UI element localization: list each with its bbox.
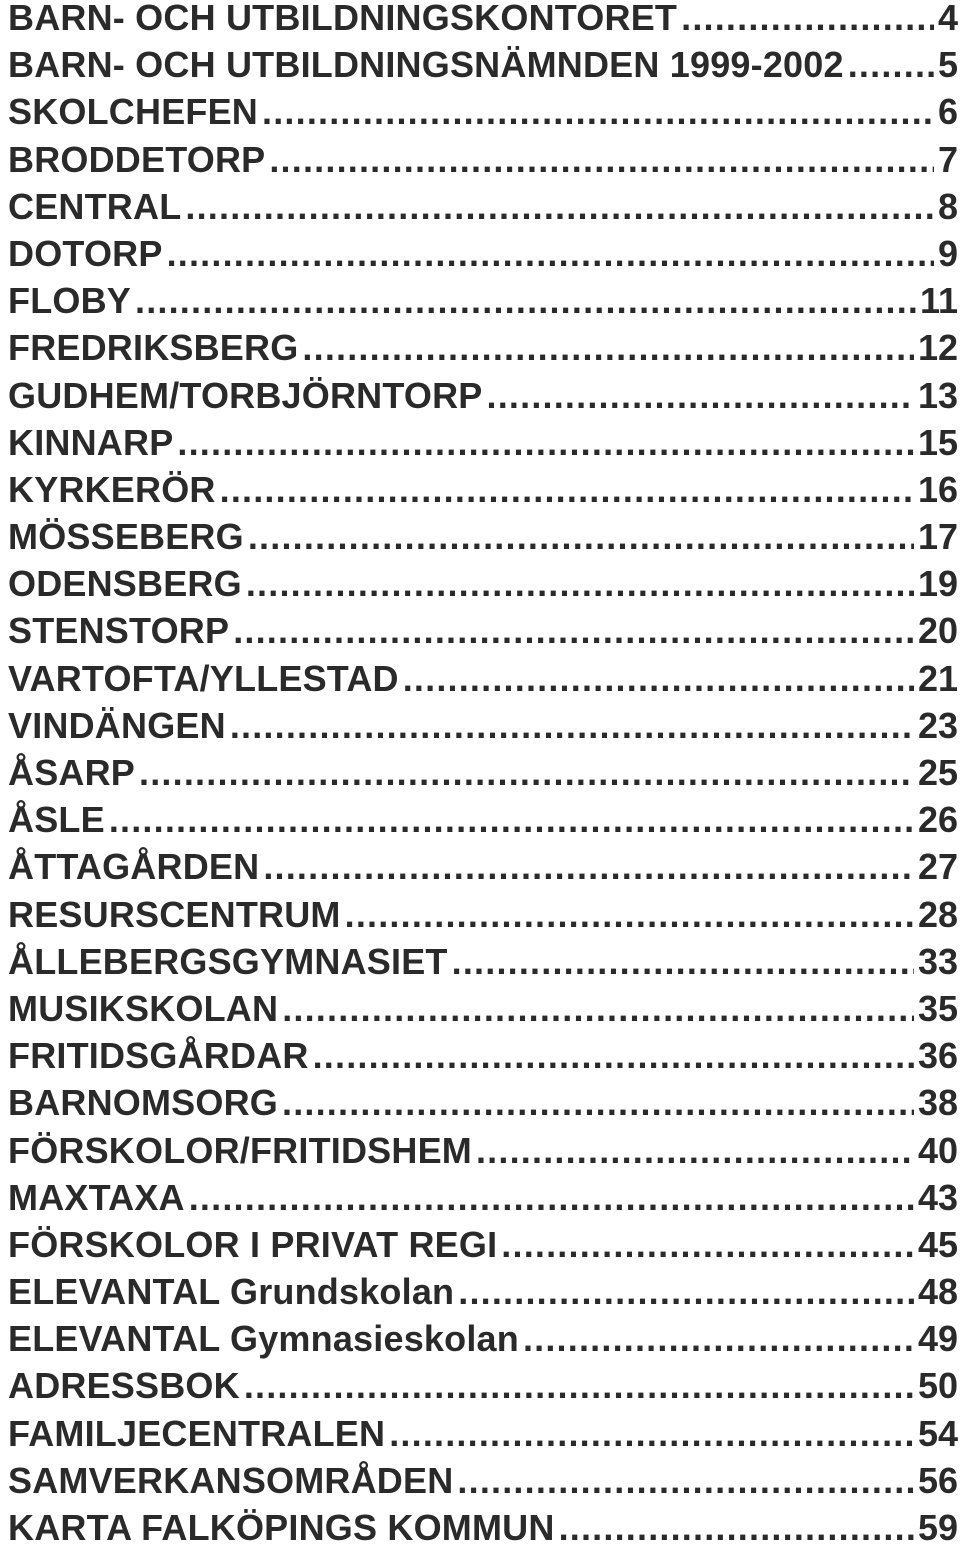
toc-entry-title: DOTORP xyxy=(8,232,163,274)
toc-entry[interactable] xyxy=(8,1410,960,1457)
toc-entry-title: BRODDETORP xyxy=(8,138,266,180)
toc-entry-page-number: 7 xyxy=(937,138,958,180)
toc-entry[interactable] xyxy=(8,136,960,183)
toc-entry[interactable] xyxy=(8,938,960,985)
toc-entry-page-number: 56 xyxy=(917,1459,958,1501)
toc-entry-page-number: 43 xyxy=(917,1176,958,1218)
toc-dot-leader xyxy=(263,843,914,890)
toc-dot-leader xyxy=(345,891,914,938)
toc-entry[interactable] xyxy=(8,1174,960,1221)
toc-entry-title: KINNARP xyxy=(8,421,174,463)
toc-dot-leader xyxy=(135,277,916,324)
toc-entry-page-number: 15 xyxy=(917,421,958,463)
toc-entry-title: ÅLLEBERGSGYMNASIET xyxy=(8,940,448,982)
toc-entry-page-number: 45 xyxy=(917,1223,958,1265)
toc-entry[interactable] xyxy=(8,466,960,513)
toc-entry-title: SAMVERKANSOMRÅDEN xyxy=(8,1459,454,1501)
toc-entry-title: STENSTORP xyxy=(8,610,230,652)
toc-entry-title: MÖSSEBERG xyxy=(8,516,244,558)
toc-dot-leader xyxy=(559,1504,914,1551)
toc-entry-page-number: 54 xyxy=(917,1412,958,1454)
toc-entry-title: ÅSARP xyxy=(8,752,136,793)
toc-entry-title: ÅTTAGÅRDEN xyxy=(8,846,260,888)
toc-dot-leader xyxy=(523,1315,914,1362)
toc-entry-title: KYRKERÖR xyxy=(8,468,216,510)
toc-entry-title: ELEVANTAL Grundskolan xyxy=(8,1271,455,1313)
toc-entry[interactable] xyxy=(8,183,960,230)
toc-entry-title: ELEVANTAL Gymnasieskolan xyxy=(8,1318,519,1360)
toc-entry[interactable] xyxy=(8,655,960,702)
toc-entry[interactable] xyxy=(8,419,960,466)
toc-entry[interactable] xyxy=(8,372,960,419)
toc-dot-leader xyxy=(139,749,914,796)
toc-entry-title: FÖRSKOLOR/FRITIDSHEM xyxy=(8,1129,472,1171)
table-of-contents xyxy=(8,0,960,1551)
toc-entry[interactable] xyxy=(8,230,960,277)
toc-dot-leader xyxy=(681,0,934,41)
toc-entry-page-number: 59 xyxy=(917,1507,958,1548)
toc-entry-page-number: 12 xyxy=(917,327,958,369)
toc-entry-page-number: 5 xyxy=(937,44,958,86)
toc-entry-title: MUSIKSKOLAN xyxy=(8,987,279,1029)
toc-entry[interactable] xyxy=(8,41,960,88)
toc-entry[interactable] xyxy=(8,1032,960,1079)
toc-entry-title: FAMILJECENTRALEN xyxy=(8,1412,386,1454)
toc-dot-leader xyxy=(109,796,914,843)
toc-entry-title: ADRESSBOK xyxy=(8,1365,240,1407)
toc-dot-leader xyxy=(501,1221,914,1268)
toc-entry-title: FLOBY xyxy=(8,280,131,322)
toc-dot-leader xyxy=(233,607,914,654)
toc-entry-title: SKOLCHEFEN xyxy=(8,91,259,133)
toc-entry-title: VARTOFTA/YLLESTAD xyxy=(8,657,399,699)
toc-entry-title: ÅSLE xyxy=(8,799,105,841)
toc-dot-leader xyxy=(220,466,914,513)
toc-entry-page-number: 48 xyxy=(917,1271,958,1313)
toc-entry-page-number: 16 xyxy=(917,468,958,510)
toc-entry[interactable] xyxy=(8,1362,960,1409)
toc-entry-title: VINDÄNGEN xyxy=(8,704,226,746)
toc-entry[interactable] xyxy=(8,277,960,324)
toc-entry-page-number: 28 xyxy=(917,893,958,935)
toc-entry-page-number: 4 xyxy=(937,0,958,38)
toc-dot-leader xyxy=(244,1362,914,1409)
toc-entry[interactable] xyxy=(8,1079,960,1126)
toc-entry[interactable] xyxy=(8,1268,960,1315)
toc-dot-leader xyxy=(313,1032,914,1079)
toc-entry-page-number: 35 xyxy=(917,987,958,1029)
toc-entry-title: GUDHEM/TORBJÖRNTORP xyxy=(8,374,483,416)
toc-dot-leader xyxy=(458,1268,914,1315)
toc-entry[interactable] xyxy=(8,1127,960,1174)
toc-entry[interactable] xyxy=(8,88,960,135)
toc-dot-leader xyxy=(269,136,934,183)
toc-entry-page-number: 27 xyxy=(917,846,958,888)
toc-dot-leader xyxy=(848,41,934,88)
toc-entry-page-number: 40 xyxy=(917,1129,958,1171)
toc-entry[interactable] xyxy=(8,985,960,1032)
toc-entry-title: BARNOMSORG xyxy=(8,1082,278,1124)
toc-entry-title: RESURSCENTRUM xyxy=(8,893,341,935)
toc-entry[interactable] xyxy=(8,560,960,607)
toc-entry-page-number: 6 xyxy=(937,91,958,133)
toc-entry[interactable] xyxy=(8,1315,960,1362)
toc-dot-leader xyxy=(403,655,914,702)
toc-dot-leader xyxy=(189,1174,914,1221)
toc-entry-page-number: 25 xyxy=(917,752,958,793)
toc-dot-leader xyxy=(262,88,934,135)
toc-entry-title: CENTRAL xyxy=(8,185,182,227)
toc-entry[interactable] xyxy=(8,1504,960,1551)
toc-entry-title: BARN- OCH UTBILDNINGSKONTORET xyxy=(8,0,678,38)
toc-dot-leader xyxy=(457,1457,914,1504)
toc-dot-leader xyxy=(177,419,914,466)
toc-dot-leader xyxy=(476,1127,914,1174)
toc-dot-leader xyxy=(282,1079,914,1126)
toc-entry[interactable] xyxy=(8,324,960,371)
toc-entry-page-number: 49 xyxy=(917,1318,958,1360)
toc-entry-page-number: 20 xyxy=(917,610,958,652)
toc-dot-leader xyxy=(302,324,914,371)
toc-entry[interactable] xyxy=(8,891,960,938)
toc-entry-page-number: 21 xyxy=(917,657,958,699)
toc-entry[interactable] xyxy=(8,749,960,796)
toc-entry-title: FÖRSKOLOR I PRIVAT REGI xyxy=(8,1223,498,1265)
toc-dot-leader xyxy=(185,183,934,230)
toc-entry-title: BARN- OCH UTBILDNINGSNÄMNDEN 1999-2002 xyxy=(8,44,844,86)
toc-entry-page-number: 50 xyxy=(917,1365,958,1407)
toc-entry-page-number: 8 xyxy=(937,185,958,227)
toc-dot-leader xyxy=(248,513,914,560)
toc-dot-leader xyxy=(452,938,914,985)
toc-entry-page-number: 26 xyxy=(917,799,958,841)
toc-entry-page-number: 19 xyxy=(917,563,958,605)
toc-entry[interactable] xyxy=(8,1457,960,1504)
toc-dot-leader xyxy=(246,560,914,607)
toc-entry-title: ODENSBERG xyxy=(8,563,242,605)
toc-entry-page-number: 38 xyxy=(917,1082,958,1124)
toc-entry[interactable] xyxy=(8,607,960,654)
toc-entry[interactable] xyxy=(8,1221,960,1268)
toc-entry-title: FREDRIKSBERG xyxy=(8,327,299,369)
toc-entry-page-number: 13 xyxy=(917,374,958,416)
toc-entry[interactable] xyxy=(8,513,960,560)
toc-entry-page-number: 23 xyxy=(917,704,958,746)
toc-entry-page-number: 33 xyxy=(917,940,958,982)
toc-dot-leader xyxy=(282,985,914,1032)
toc-entry-title: MAXTAXA xyxy=(8,1176,185,1218)
toc-dot-leader xyxy=(487,372,914,419)
toc-entry-page-number: 36 xyxy=(917,1035,958,1077)
toc-entry-title: FRITIDSGÅRDAR xyxy=(8,1035,309,1077)
toc-entry[interactable] xyxy=(8,702,960,749)
toc-entry[interactable] xyxy=(8,843,960,890)
toc-dot-leader xyxy=(389,1410,914,1457)
toc-dot-leader xyxy=(167,230,934,277)
toc-entry[interactable] xyxy=(8,0,960,41)
toc-entry-title: KARTA FALKÖPINGS KOMMUN xyxy=(8,1507,555,1548)
toc-dot-leader xyxy=(230,702,914,749)
toc-entry[interactable] xyxy=(8,796,960,843)
toc-entry-page-number: 17 xyxy=(917,516,958,558)
toc-entry-page-number: 11 xyxy=(919,280,958,322)
toc-entry-page-number: 9 xyxy=(937,232,958,274)
